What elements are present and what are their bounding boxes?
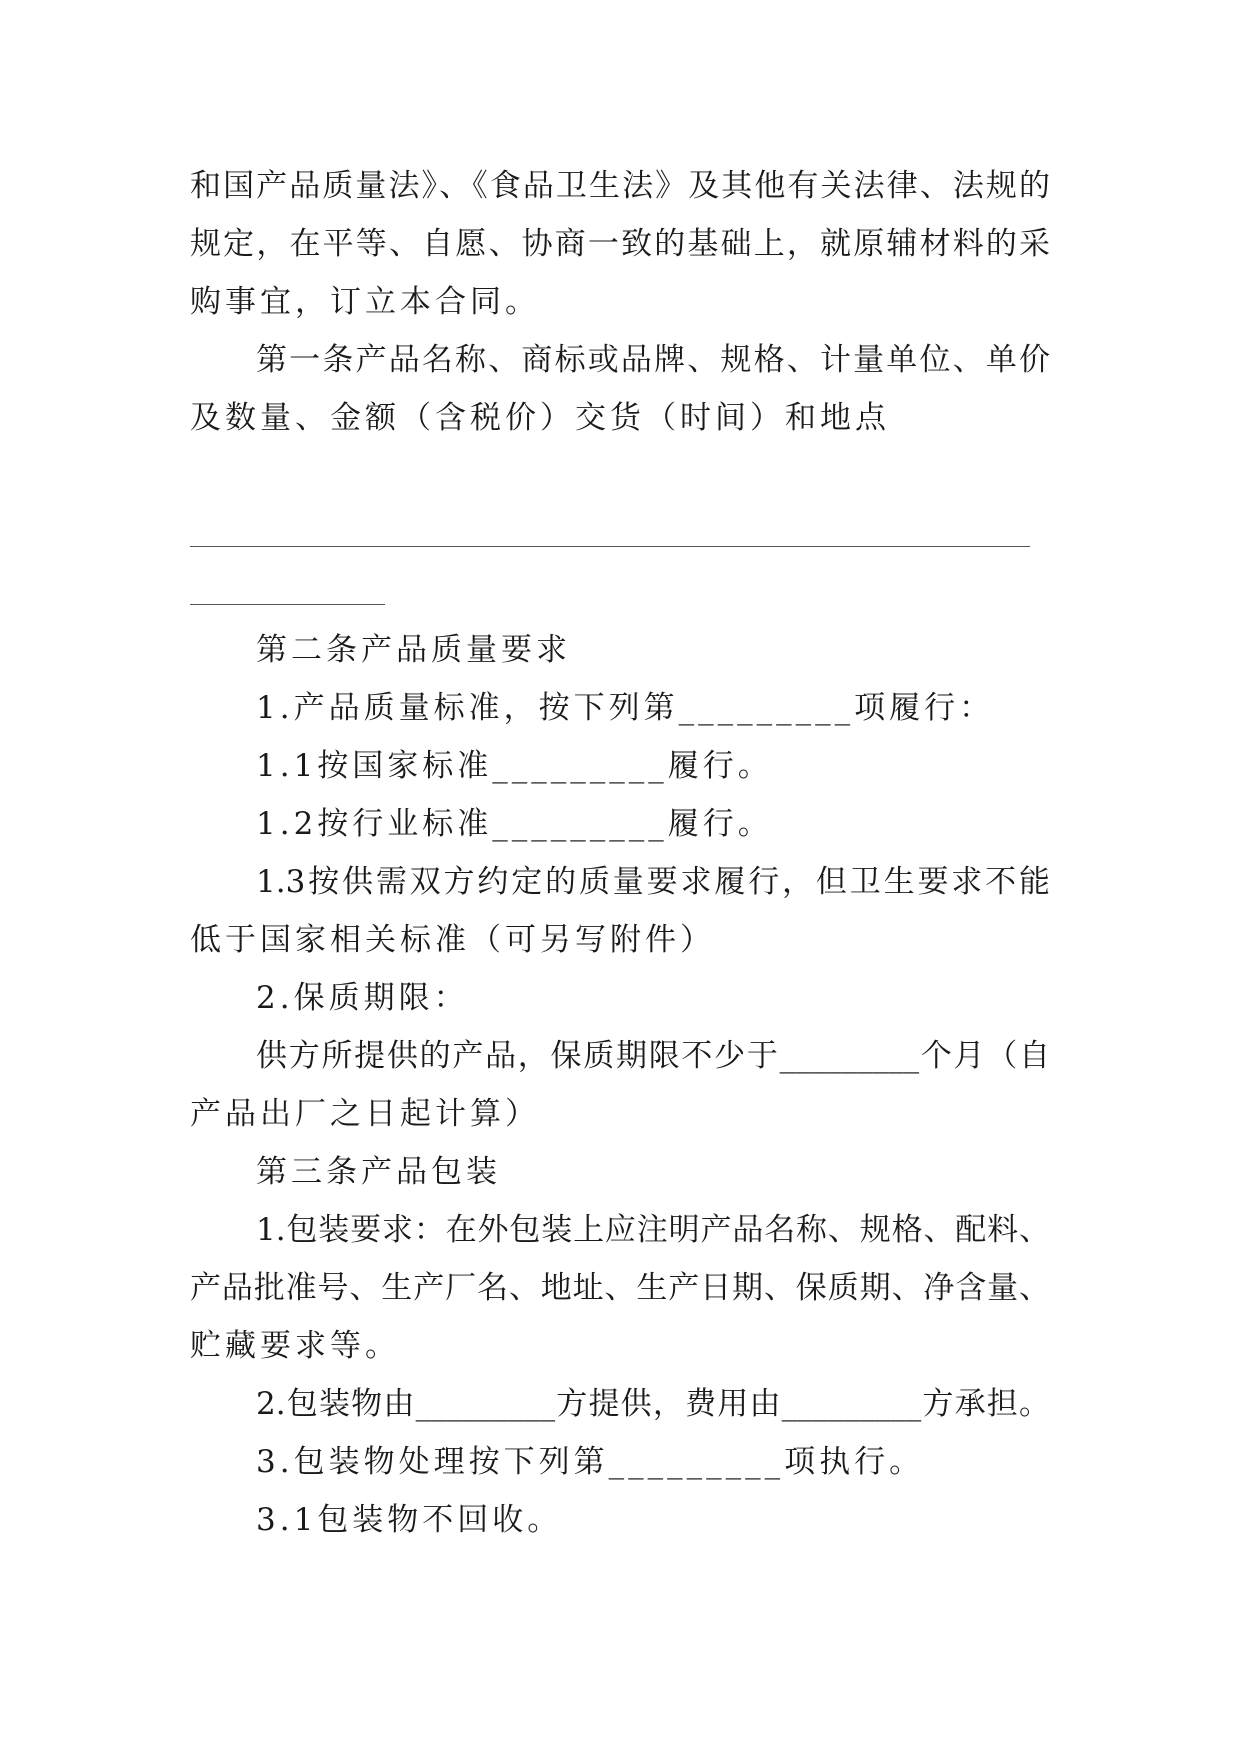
clause-line: 产品出厂之日起计算）	[190, 1096, 540, 1132]
clause-line: 低于国家相关标准（可另写附件）	[190, 922, 715, 958]
clause-line: 2.包装物由_________方提供，费用由_________方承担。	[256, 1386, 1050, 1422]
clause-line: 1.2按行业标准_________履行。	[256, 806, 773, 842]
paragraph-line: 和国产品质量法》、《食品卫生法》及其他有关法律、法规的	[190, 168, 1050, 204]
paragraph-line: 规定，在平等、自愿、协商一致的基础上，就原辅材料的采	[190, 226, 1050, 262]
clause-line: 1.1按国家标准_________履行。	[256, 748, 773, 784]
clause-line: 3.1包装物不回收。	[256, 1502, 563, 1538]
fill-in-blank-line	[190, 604, 385, 605]
clause-line: 供方所提供的产品，保质期限不少于_________个月（自	[256, 1038, 1050, 1074]
clause-line: 1.产品质量标准，按下列第_________项履行：	[256, 690, 995, 726]
clause-line: 1.3按供需双方约定的质量要求履行，但卫生要求不能	[256, 864, 1050, 900]
clause-line: 1.包装要求：在外包装上应注明产品名称、规格、配料、	[256, 1212, 1050, 1248]
fill-in-blank-line	[190, 546, 1030, 547]
article-1-heading: 第一条产品名称、商标或品牌、规格、计量单位、单价	[256, 342, 1050, 378]
clause-line: 2.保质期限：	[256, 980, 469, 1016]
clause-line: 产品批准号、生产厂名、地址、生产日期、保质期、净含量、	[190, 1270, 1050, 1306]
paragraph-line: 及数量、金额（含税价）交货（时间）和地点	[190, 400, 890, 436]
article-2-heading: 第二条产品质量要求	[256, 632, 571, 668]
article-3-heading: 第三条产品包装	[256, 1154, 501, 1190]
clause-line: 贮藏要求等。	[190, 1328, 400, 1364]
clause-line: 3.包装物处理按下列第_________项执行。	[256, 1444, 925, 1480]
paragraph-line: 购事宜，订立本合同。	[190, 284, 540, 320]
